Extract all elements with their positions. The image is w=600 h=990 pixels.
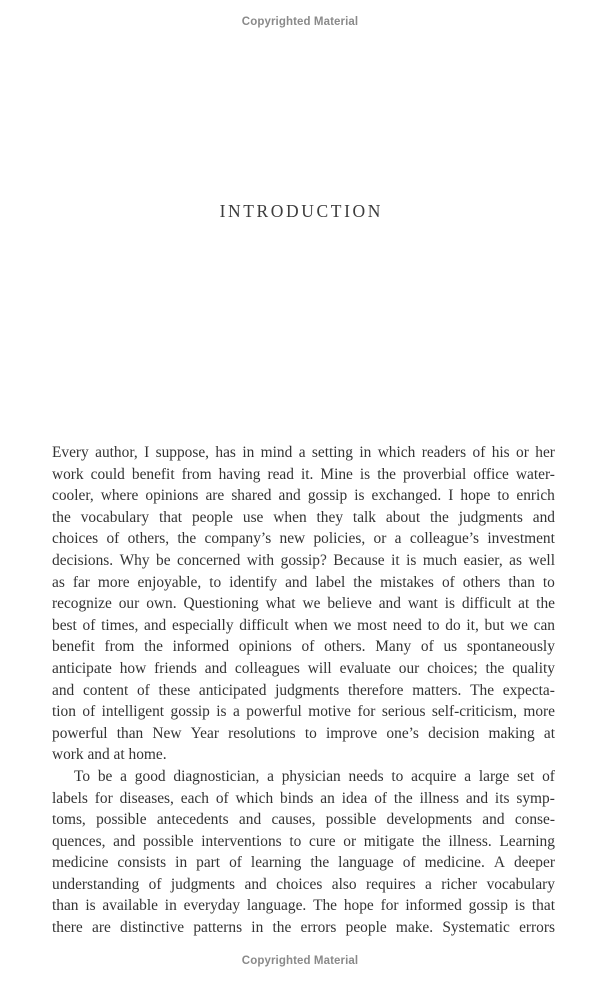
text-line: work and at home. — [52, 746, 167, 764]
chapter-title: INTRODUCTION — [219, 201, 383, 221]
text-line: understanding of judgments and choices also requires a richer vocabulary — [52, 875, 555, 893]
text-line: work could benefit from having read it. Mine is the proverbial office water- — [52, 465, 555, 483]
paragraph — [52, 442, 555, 766]
paragraph — [52, 766, 555, 939]
text-line: there are distinctive patterns in the errors people make. Systematic errors — [52, 919, 555, 937]
text-line: To be a good diagnostician, a physician needs to acquire a large set of — [74, 767, 555, 785]
text-line: cooler, where opinions are shared and gossip is exchanged. I hope to enrich — [52, 487, 555, 505]
text-line: tion of intelligent gossip is a powerful motive for serious self-criticism, more — [52, 703, 555, 721]
text-line: quences, and possible interventions to cure or mitigate the illness. Learning — [52, 832, 555, 850]
text-line: anticipate how friends and colleagues will evaluate our choices; the quality — [52, 659, 555, 677]
text-line: labels for diseases, each of which binds an idea of the illness and its symp- — [52, 789, 555, 807]
text-line: and content of these anticipated judgments therefore matters. The expecta- — [52, 681, 555, 699]
text-line: than is available in everyday language. The hope for informed gossip is that — [52, 897, 555, 915]
text-line: as far more enjoyable, to identify and label the mistakes of others than to — [52, 573, 555, 591]
text-line: the vocabulary that people use when they talk about the judgments and — [52, 508, 555, 526]
text-line: toms, possible antecedents and causes, possible developments and conse- — [52, 811, 555, 829]
body-text — [52, 442, 555, 939]
text-line: best of times, and especially difficult when we most need to do it, but we can — [52, 616, 555, 634]
copyright-notice-bottom: Copyrighted Material — [241, 955, 359, 967]
text-line: recognize our own. Questioning what we believe and want is difficult at the — [52, 595, 555, 613]
text-line: benefit from the informed opinions of others. Many of us spontaneously — [52, 638, 555, 656]
text-line: decisions. Why be concerned with gossip? Because it is much easier, as well — [52, 551, 555, 569]
text-line: Every author, I suppose, has in mind a setting in which readers of his or her — [52, 444, 555, 461]
text-line: powerful than New Year resolutions to improve one’s decision making at — [52, 724, 555, 742]
copyright-notice-top: Copyrighted Material — [241, 16, 359, 28]
text-line: choices of others, the company’s new policies, or a colleague’s investment — [52, 530, 555, 548]
text-line: medicine consists in part of learning the language of medicine. A deeper — [52, 854, 555, 872]
